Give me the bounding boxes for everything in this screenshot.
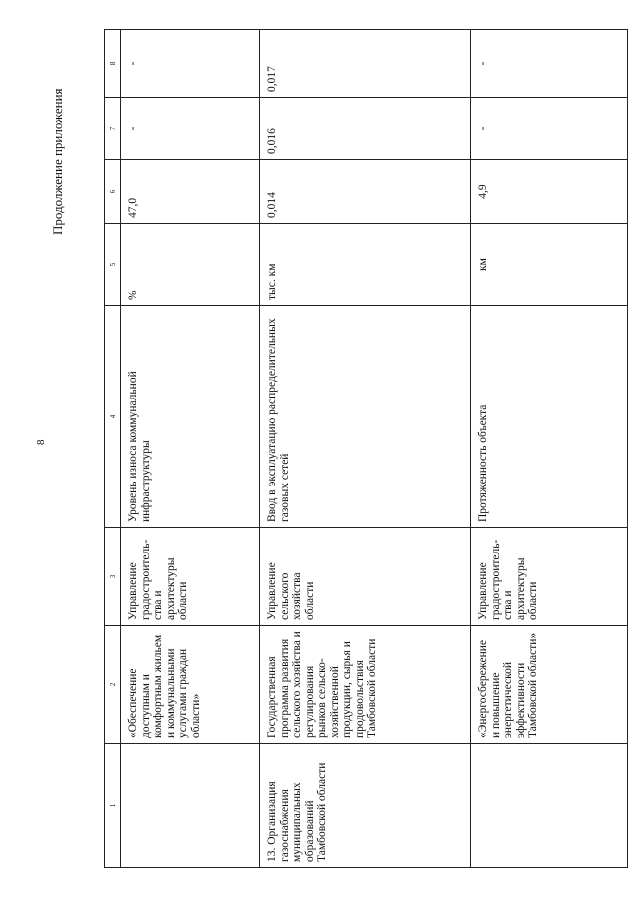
- cell-value-1: 4,9: [471, 160, 628, 224]
- rotated-table-container: [104, 30, 628, 868]
- cell-indicator: Уровень износа коммунальной инфраструктуры: [121, 306, 260, 528]
- cell-task: [471, 744, 628, 868]
- col-number-7: 7: [105, 98, 121, 160]
- cell-program: Государственная программа развития сельского хозяйства и регулирования рынков сельскохозяйственной продукции, сырья и продовольствия Тамбовской области: [260, 626, 471, 744]
- col-number-2: 2: [105, 626, 121, 744]
- table-row: [471, 30, 628, 868]
- col-number-1: 1: [105, 744, 121, 868]
- cell-indicator: Ввод в эксплуатацию распределительных газовых сетей: [260, 306, 471, 528]
- cell-program: «Обеспечение доступным и комфортным жильем и коммунальными услугами граждан области»: [121, 626, 260, 744]
- cell-value-3: -: [121, 30, 260, 98]
- cell-executor: Управление сельского хозяйства области: [260, 528, 471, 626]
- cell-indicator: Протяженность объекта: [471, 306, 628, 528]
- indicator-table: [104, 29, 628, 868]
- cell-task: [121, 744, 260, 868]
- col-number-4: 4: [105, 306, 121, 528]
- col-number-3: 3: [105, 528, 121, 626]
- cell-executor: Управление градостроительства и архитектуры области: [121, 528, 260, 626]
- cell-unit: тыс. км: [260, 224, 471, 306]
- cell-value-3: 0,017: [260, 30, 471, 98]
- cell-value-1: 47,0: [121, 160, 260, 224]
- col-number-8: 8: [105, 30, 121, 98]
- cell-value-2: -: [121, 98, 260, 160]
- cell-value-2: -: [471, 98, 628, 160]
- appendix-continuation-caption: Продолжение приложения: [50, 88, 65, 235]
- table-row: [121, 30, 260, 868]
- cell-executor: Управление градостроительства и архитектуры области: [471, 528, 628, 626]
- column-number-row: [105, 30, 121, 868]
- col-number-5: 5: [105, 224, 121, 306]
- cell-value-1: 0,014: [260, 160, 471, 224]
- cell-task: 13. Организация газоснабжения муниципальных образований Тамбовской области: [260, 744, 471, 868]
- cell-value-3: -: [471, 30, 628, 98]
- page-number: 8: [35, 439, 47, 445]
- col-number-6: 6: [105, 160, 121, 224]
- cell-unit: км: [471, 224, 628, 306]
- table-row: [260, 30, 471, 868]
- cell-unit: %: [121, 224, 260, 306]
- cell-program: «Энергосбережение и повышение энергетической эффективности Тамбовской области»: [471, 626, 628, 744]
- cell-value-2: 0,016: [260, 98, 471, 160]
